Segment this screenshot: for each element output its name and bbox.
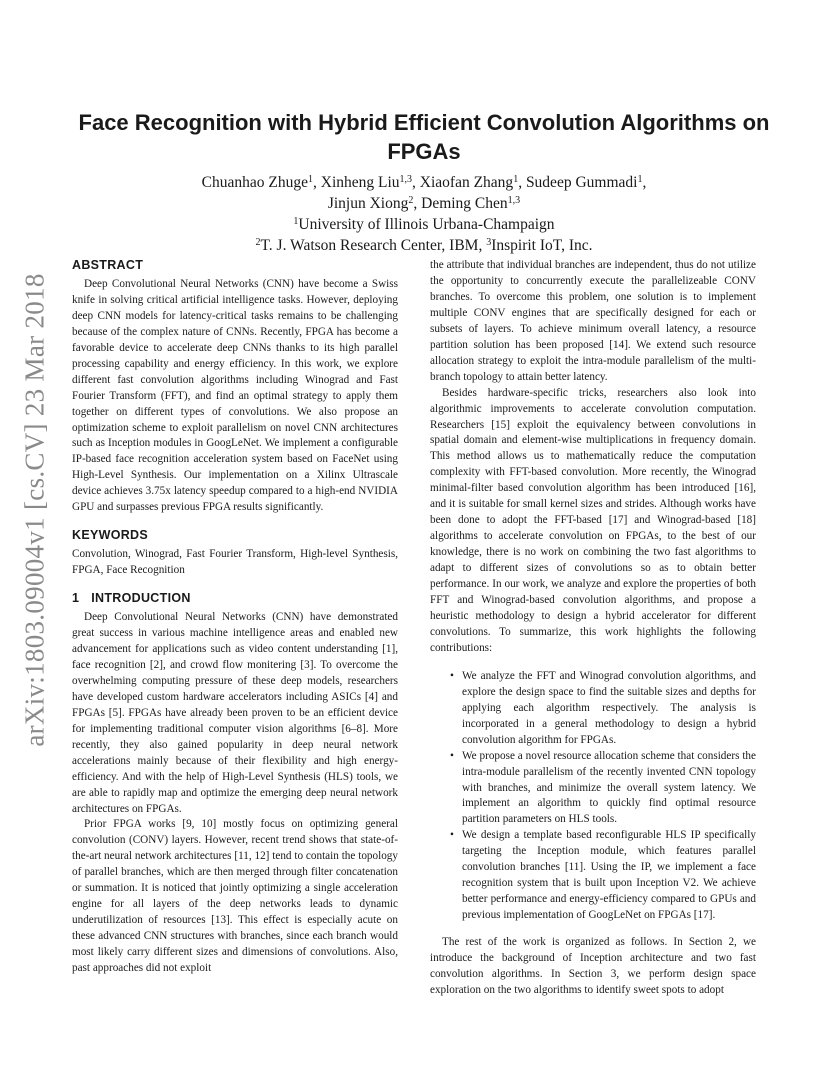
intro-paragraph-2: Prior FPGA works [9, 10] mostly focus on optimizing general convolution (CONV) layers. However, recent trend shows that state-of-the-art neural network architectures [11, 12] tend to contain the topology of parallel branches, which are then merged through filter concatenation or summation. It is noticed that jointly optimizing a single acceleration engine for all layers of the deep networks leads to dynamic underutilization of resources [13]. This effect is especially acute on these advanced CNN structures with branches, since each branch would most likely carry different sizes and dimensions of convolutions. Also, past approaches did not exploit: [72, 818, 398, 975]
author-block: [60, 172, 788, 256]
section-title: INTRODUCTION: [91, 591, 191, 606]
left-column: [72, 258, 398, 977]
intro-paragraph-1: Deep Convolutional Neural Networks (CNN) have demonstrated great success in various machine intelligence areas and enabled new advancement for applications such as video content understanding [1], face recognition [2], and crowd flow monitering [3]. To overcome the overwhelming computing pressure of these deep models, researchers have developed custom hardware accelerators including ASICs [4] and FPGAs [5]. FPGAs have already been proven to be an efficient device for implementing traditional computer vision algorithms [6–8]. More recently, they also gained popularity in deep neural network accelerations mainly because of their flexibility and high energy-efficiency. And with the help of High-Level Synthesis (HLS) tools, we are able to rapidly map and optimize the emerging deep neural network architectures on FPGAs.: [72, 611, 398, 815]
author-name: Xiaofan Zhang: [419, 174, 514, 191]
keywords-text: Convolution, Winograd, Fast Fourier Transform, High-level Synthesis, FPGA, Face Recognition: [72, 548, 398, 577]
intro-paragraph-4: The rest of the work is organized as follows. In Section 2, we introduce the background of Inception architecture and two fast convolution algorithms. In Section 3, we perform design space exploration on the two algorithms to identify sweet spots to adopt: [430, 936, 756, 996]
author-name: Xinheng Liu: [320, 174, 400, 191]
author-affil-mark: 1: [513, 174, 519, 185]
abstract-text: Deep Convolutional Neural Networks (CNN) have become a Swiss knife in solving critical artificial intelligence tasks. However, deploying deep CNN models for latency-critical tasks remains to be challenging because of the complex nature of CNNs. Recently, FPGA has become a favorable device to accelerate deep CNNs thanks to its high parallel processing capability and energy efficiency. In this work, we explore different fast convolution algorithms including Winograd and Fast Fourier Transform (FFT), and find an optimal strategy to apply them together on different types of convolutions. We also propose an optimization scheme to exploit parallelism on novel CNN architectures such as Inception modules in GoogLeNet. We implement a configurable IP-based face recognition acceleration system based on FaceNet using High-Level Synthesis. Our implementation on a Xilinx Ultrascale device achieves 3.75x latency speedup compared to a high-end NVIDIA GPU and surpasses previous FPGA results significantly.: [72, 277, 398, 514]
affil-mark: 1: [293, 216, 299, 227]
intro-paragraph-3: Besides hardware-specific tricks, researchers also look into algorithmic improvements to accelerate convolution computation. Researchers [15] exploit the equivalency between convolutions in spatial domain and element-wise multiplications in frequency domain. This method allows us to mathematically reduce the computation complexity with FFT-based convolution. More recently, the Winograd minimal-filter based convolution algorithm has been introduced [16], and it is suitable for small kernel sizes and strides. Although works have been done to adopt the FFT-based [17] and Winograd-based [18] algorithms to accelerate convolution on FPGAs, to the best of our knowledge, there is no work on combining the two fast algorithms to adapt to different sizes of convolutions so as to obtain better performance. In our work, we analyze and explore the properties of both FFT and Winograd-based convolution algorithms, and propose a heuristic methodology to design a hybrid accelerator for different convolutions. To summarize, this work highlights the following contributions:: [430, 386, 756, 654]
introduction-heading: [72, 591, 398, 607]
author-affil-mark: 2: [408, 195, 414, 206]
right-column: [430, 258, 756, 999]
affiliation-2: [60, 235, 788, 256]
contribution-item: • We analyze the FFT and Winograd convolution algorithms, and explore the design space to find the suitable sizes and depths for applying each algorithm respectively. The analysis is incorporated in a general methodology to design a hybrid convolution algorithm for FPGAs.: [462, 669, 756, 749]
contribution-item: • We propose a novel resource allocation scheme that considers the intra-module parallelism of the recently invented CNN topology with branches, and minimize the overall system latency. We implement an algorithm to quickly find optimal resource partition parameters on HLS tools.: [462, 749, 756, 829]
keywords-heading: KEYWORDS: [72, 528, 149, 543]
affil-text: Inspirit IoT, Inc.: [491, 237, 593, 254]
affil-text: University of Illinois Urbana-Champaign: [298, 216, 555, 233]
author-affil-mark: 1: [308, 174, 313, 185]
arxiv-identifier-text: arXiv:1803.09004v1 [cs.CV] 23 Mar 2018: [19, 273, 50, 747]
arxiv-identifier: [20, 260, 50, 760]
affiliation-1: [60, 214, 788, 235]
author-name: Jinjun Xiong: [327, 195, 409, 212]
affil-mark: 3: [486, 237, 492, 248]
contribution-item: • We design a template based reconfigurable HLS IP specifically targeting the Inception module, which features parallel convolution branches [11]. Using the IP, we implement a face recognition system that is built upon Inception V2. We achieve better performance and energy-efficiency compared to GPUs and previous implementation of GoogLeNet on FPGAs [17].: [462, 828, 756, 924]
author-name: Sudeep Gummadi: [525, 174, 638, 191]
author-affil-mark: 1,3: [399, 174, 413, 185]
abstract-heading: ABSTRACT: [72, 258, 144, 272]
paper-title: Face Recognition with Hybrid Efficient Convolution Algorithms on FPGAs: [78, 110, 770, 164]
author-affil-mark: 1: [637, 174, 643, 185]
contributions-list: [430, 669, 756, 924]
author-affil-mark: 1,3: [507, 195, 521, 206]
affil-text: T. J. Watson Research Center, IBM,: [260, 237, 487, 254]
author-line-2: Jinjun Xiong$^2$, Deming Chen$^{1,3}$: [327, 195, 521, 212]
author-line-1: Chuanhao Zhuge$^1$, Xinheng Liu$^{1,3}$, Xiaofan Zhang$^1$, Sudeep Gummadi$^1$,: [201, 174, 647, 191]
intro-paragraph-2-continued: the attribute that individual branches are independent, thus do not utilize the opportunity to concurrently execute the parallelizeable CONV branches. To overcome this problem, one solution is to implement multiple CONV engines that are specifically designed for each or subsets of layers. To achieve minimum overall latency, a resource partition solution has been proposed [14]. We extend such resource allocation strategy to exploit the intra-module parallelism of the multi-branch topology to attain better latency.: [430, 259, 756, 383]
affil-mark: 2: [255, 237, 261, 248]
author-name: Deming Chen: [421, 195, 508, 212]
author-name: Chuanhao Zhuge: [201, 174, 308, 191]
section-number: 1: [72, 591, 80, 606]
